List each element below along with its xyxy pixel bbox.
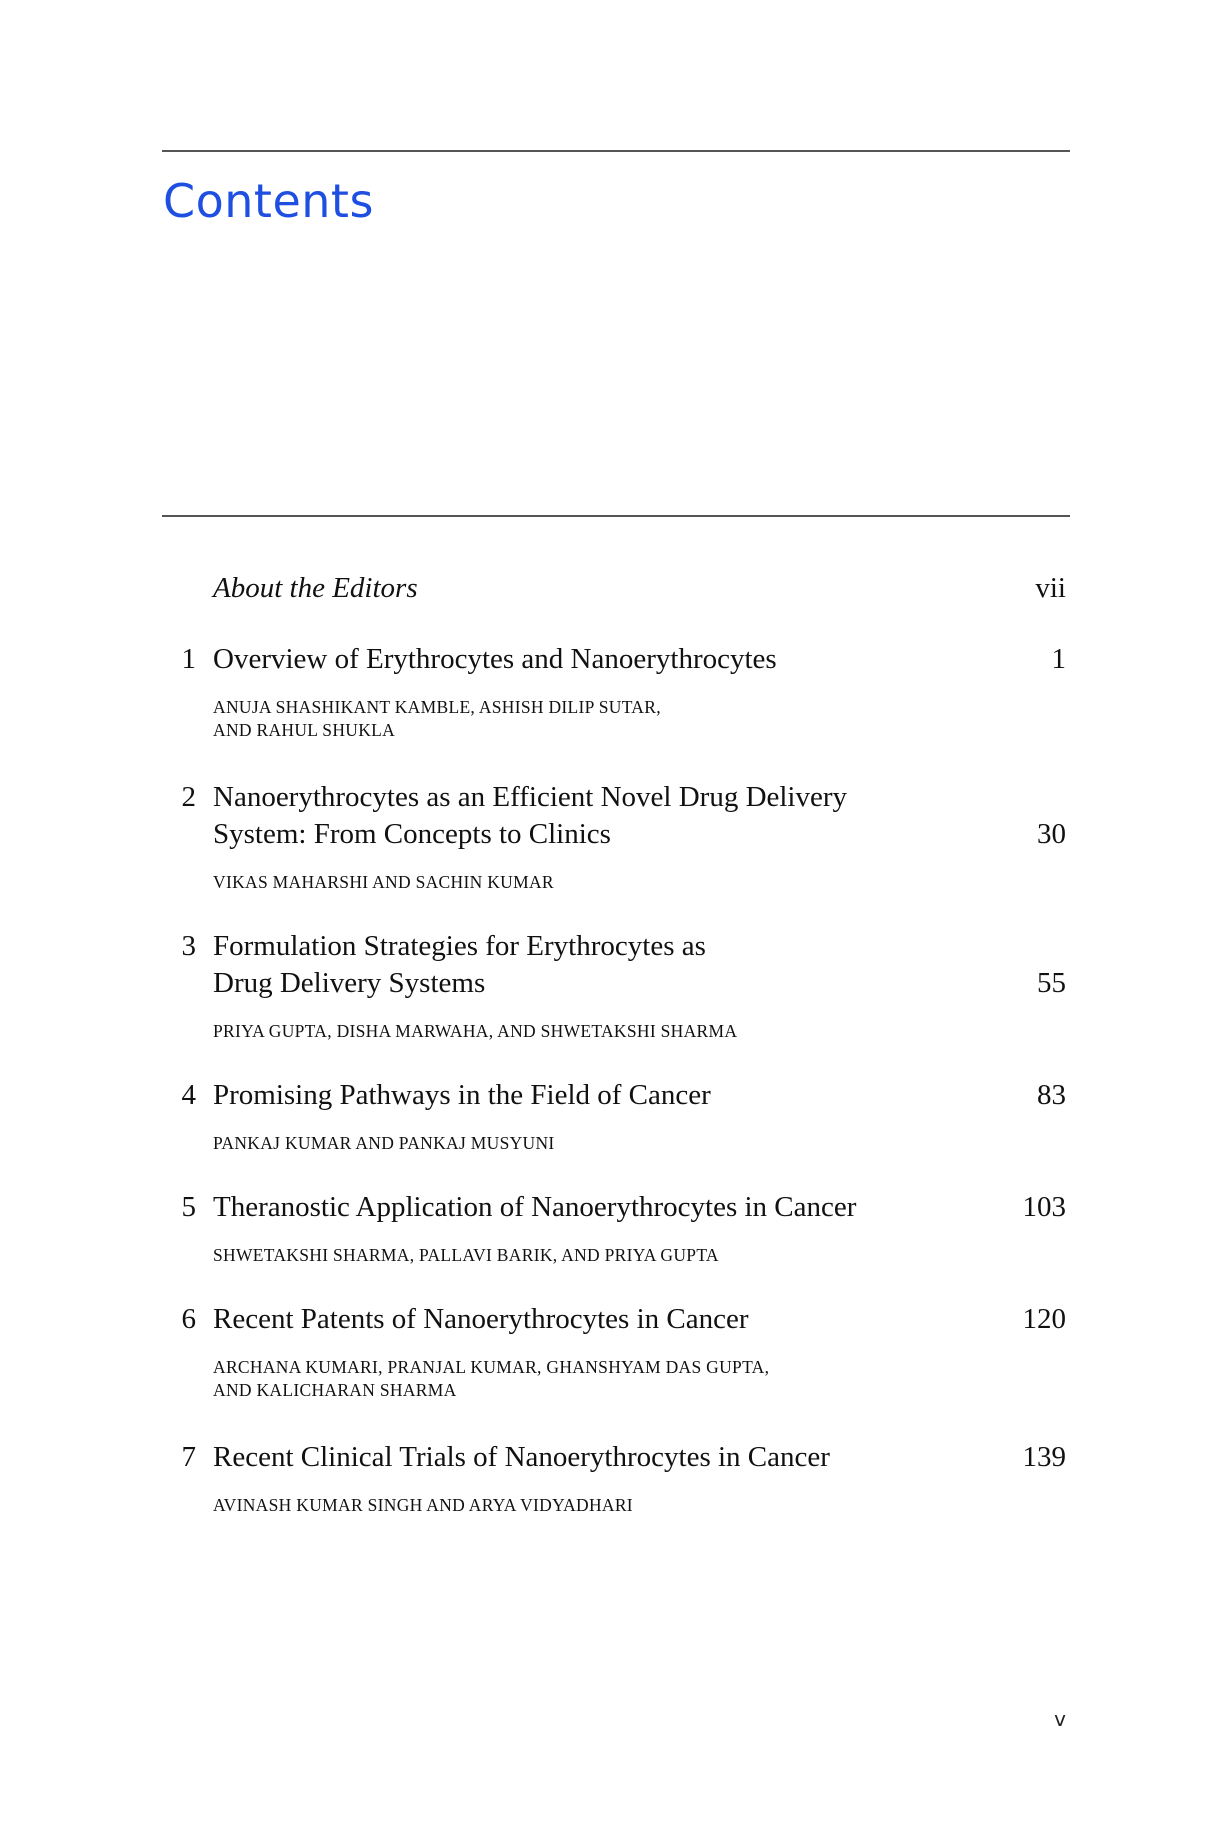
chapter-title: [213, 1077, 973, 1114]
chapter-authors: [213, 1132, 933, 1155]
chapter-page: 83: [1037, 1079, 1066, 1111]
chapter-title-line: Promising Pathways in the Field of Cancer: [213, 1079, 711, 1111]
chapter-number: 3: [181, 930, 196, 962]
authors-line: PANKAJ KUMAR AND PANKAJ MUSYUNI: [213, 1133, 555, 1153]
chapter-number: 1: [181, 643, 196, 675]
chapter-title: [213, 1189, 973, 1226]
chapter-number: 5: [181, 1191, 196, 1223]
toc-entry-title: About the Editors: [213, 572, 418, 604]
chapter-title: [213, 779, 973, 853]
chapter-title-line: Recent Clinical Trials of Nanoerythrocytes in Cancer: [213, 1441, 830, 1473]
chapter-title: [213, 1301, 973, 1338]
chapter-page: 55: [1037, 967, 1066, 999]
chapter-title-line: Overview of Erythrocytes and Nanoerythrocytes: [213, 643, 777, 675]
chapter-authors: [213, 1494, 933, 1517]
chapter-authors: [213, 1356, 933, 1402]
authors-line: AND RAHUL SHUKLA: [213, 720, 396, 740]
chapter-number: 4: [181, 1079, 196, 1111]
page-title: Contents: [163, 174, 374, 228]
chapter-authors: [213, 1244, 933, 1267]
top-rule: [162, 150, 1070, 152]
chapter-title-line: System: From Concepts to Clinics: [213, 818, 611, 850]
authors-line: SHWETAKSHI SHARMA, PALLAVI BARIK, AND PRIYA GUPTA: [213, 1245, 719, 1265]
page-number: v: [1054, 1707, 1066, 1731]
authors-line: AND KALICHARAN SHARMA: [213, 1380, 457, 1400]
authors-line: VIKAS MAHARSHI AND SACHIN KUMAR: [213, 872, 554, 892]
authors-line: AVINASH KUMAR SINGH AND ARYA VIDYADHARI: [213, 1495, 633, 1515]
chapter-title-line: Theranostic Application of Nanoerythrocytes in Cancer: [213, 1191, 857, 1223]
chapter-title-line: Formulation Strategies for Erythrocytes as: [213, 930, 706, 962]
chapter-number: 6: [181, 1303, 196, 1335]
chapter-page: 120: [1022, 1303, 1066, 1335]
chapter-title-line: Drug Delivery Systems: [213, 967, 486, 999]
authors-line: ANUJA SHASHIKANT KAMBLE, ASHISH DILIP SUTAR,: [213, 697, 661, 717]
chapter-authors: [213, 696, 933, 742]
authors-line: PRIYA GUPTA, DISHA MARWAHA, AND SHWETAKSHI SHARMA: [213, 1021, 738, 1041]
chapter-authors: [213, 1020, 933, 1043]
chapter-title: [213, 928, 973, 1002]
chapter-title: [213, 1439, 973, 1476]
toc-entry-page: vii: [1035, 572, 1066, 604]
chapter-number: 7: [181, 1441, 196, 1473]
authors-line: ARCHANA KUMARI, PRANJAL KUMAR, GHANSHYAM DAS GUPTA,: [213, 1357, 770, 1377]
chapter-page: 139: [1022, 1441, 1066, 1473]
chapter-page: 1: [1051, 643, 1066, 675]
chapter-page: 103: [1022, 1191, 1066, 1223]
chapter-title: [213, 641, 973, 678]
chapter-number: 2: [181, 781, 196, 813]
chapter-page: 30: [1037, 818, 1066, 850]
chapter-authors: [213, 871, 933, 894]
chapter-title-line: Recent Patents of Nanoerythrocytes in Cancer: [213, 1303, 749, 1335]
divider-rule: [162, 515, 1070, 517]
chapter-title-line: Nanoerythrocytes as an Efficient Novel Drug Delivery: [213, 781, 848, 813]
